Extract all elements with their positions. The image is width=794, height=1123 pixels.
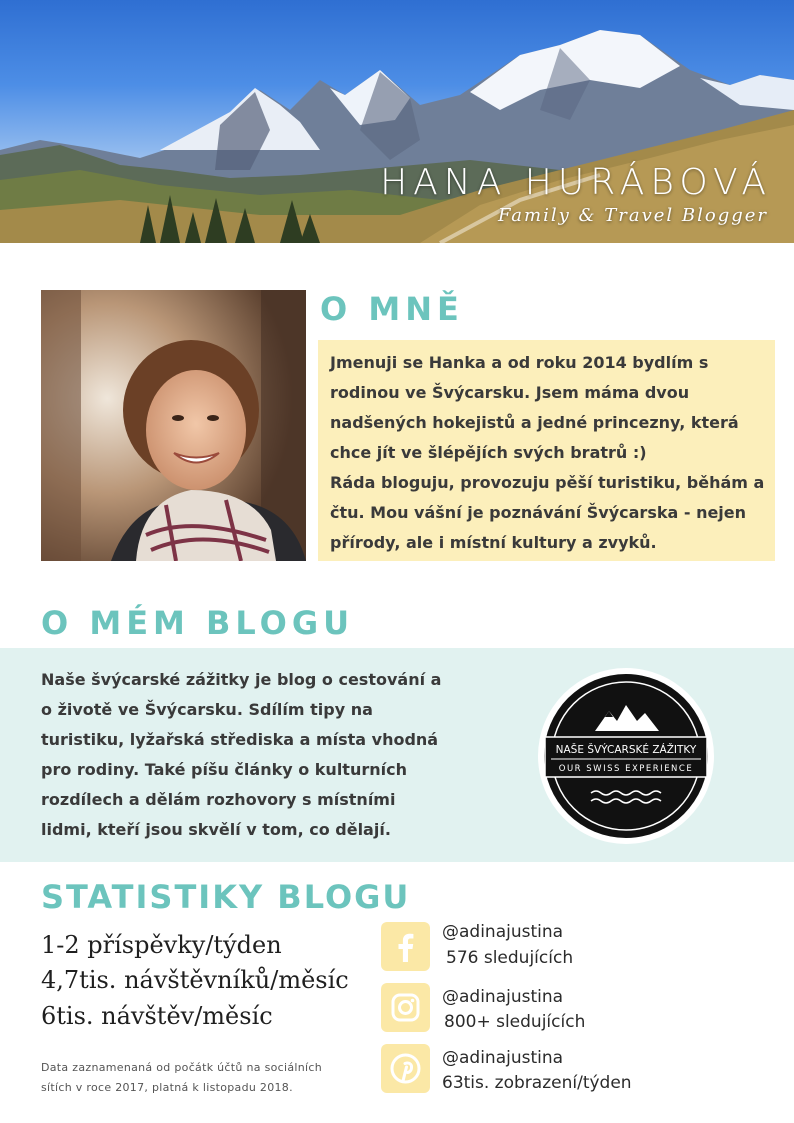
stats-footnote: Data zaznamenaná od počátk účtů na sociálních sítích v roce 2017, platná k listopadu 2018.: [41, 1061, 322, 1094]
blog-heading: O MÉM BLOGU: [41, 604, 355, 642]
page-title: HANA HURÁBOVÁ: [380, 162, 772, 203]
pinterest-views: 63tis. zobrazení/týden: [442, 1073, 632, 1093]
about-heading: O MNĚ: [320, 290, 464, 328]
facebook-handle[interactable]: @adinajustina: [442, 922, 564, 942]
portrait-photo: [41, 290, 306, 561]
blog-text: Naše švýcarské zážitky je blog o cestování a o životě ve Švýcarsku. Sdílím tipy na turistiku, lyžařská střediska a místa vhodná pro rodiny. Také píšu články o kulturních rozdílech a dělám rozhovory s místními lidmi, kteří jsou skvělí v tom, co dělají.: [41, 670, 442, 839]
stat-visits: 6tis. návštěv/měsíc: [41, 1002, 273, 1030]
facebook-icon[interactable]: [381, 922, 430, 971]
instagram-followers: 800+ sledujících: [444, 1012, 586, 1032]
instagram-handle[interactable]: @adinajustina: [442, 987, 564, 1007]
logo-title: NAŠE ŠVÝCARSKÉ ZÁŽITKY: [555, 744, 697, 756]
pinterest-icon[interactable]: [381, 1044, 430, 1093]
stat-posts: 1-2 příspěvky/týden: [41, 931, 282, 959]
about-text: Jmenuji se Hanka a od roku 2014 bydlím s rodinou ve Švýcarsku. Jsem máma dvou nadšených hokejistů a jedné princezny, která chce jít ve šlépějích svých bratrů :) Ráda bloguju, provozuju pěší turistiku, běhám a čtu. Mou vášní je poznávání Švýcarska - nejen přírody, ale i místní kultury a zvyků.: [330, 353, 765, 552]
stats-heading: STATISTIKY BLOGU: [41, 878, 411, 916]
blog-logo: [537, 667, 715, 845]
pinterest-handle[interactable]: @adinajustina: [442, 1048, 564, 1068]
hero-banner: [0, 0, 794, 243]
instagram-icon[interactable]: [381, 983, 430, 1032]
about-box: [318, 340, 775, 561]
tagline: Family & Travel Blogger: [498, 205, 768, 226]
logo-subtitle: OUR SWISS EXPERIENCE: [558, 764, 694, 774]
stat-visitors: 4,7tis. návštěvníků/měsíc: [41, 966, 349, 994]
facebook-followers: 576 sledujících: [446, 948, 574, 968]
